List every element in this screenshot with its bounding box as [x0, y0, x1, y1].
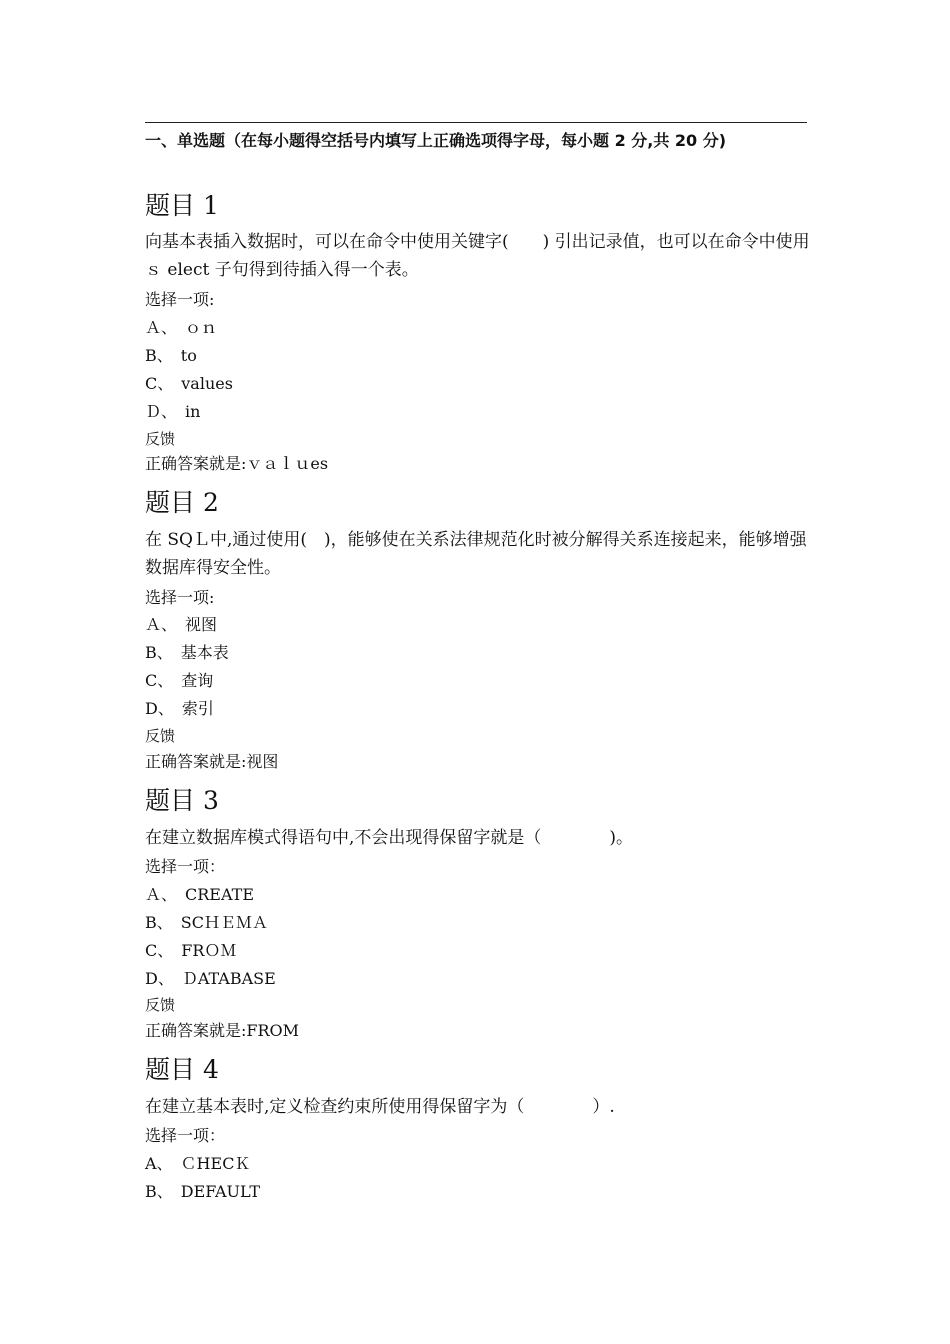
question-4-stem: 在建立基本表时,定义检查约束所使用得保留字为（ ）. — [145, 1097, 615, 1117]
question-1-option-b[interactable]: B、 to — [145, 346, 197, 365]
question-2-answer: 正确答案就是:视图 — [145, 752, 279, 771]
question-3-title: 题目 3 — [145, 786, 219, 815]
question-4-option-a[interactable]: A、 ＣHECＫ — [145, 1154, 251, 1173]
question-1-option-c[interactable]: C、 values — [145, 374, 233, 393]
question-1-prompt: 选择一项: — [145, 290, 215, 309]
question-2-prompt: 选择一项: — [145, 588, 215, 607]
question-3-feedback-label: 反馈 — [145, 996, 176, 1014]
question-1-answer: 正确答案就是:ｖａｌｕes — [145, 454, 329, 473]
question-1-title: 题目 1 — [145, 191, 219, 220]
question-3-option-b[interactable]: B、 SCＨＥＭＡ — [145, 913, 268, 932]
question-3-stem: 在建立数据库模式得语句中,不会出现得保留字就是（ )。 — [145, 828, 634, 848]
question-4-prompt: 选择一项： — [145, 1126, 226, 1145]
question-2-stem: 在 SQＬ中,通过使用( )，能够使在关系法律规范化时被分解得关系连接起来，能够增强数据库得安全性。 — [145, 530, 807, 578]
question-2-feedback-label: 反馈 — [145, 727, 176, 745]
question-3-option-d[interactable]: D、 ＤATABASE — [145, 969, 276, 988]
question-1-option-d[interactable]: Ｄ、 in — [145, 402, 201, 421]
question-1-option-a[interactable]: Ａ、 ｏｎ — [145, 318, 218, 337]
question-2-title: 题目 2 — [145, 488, 219, 517]
question-4-option-b[interactable]: B、 DEFAULT — [145, 1182, 261, 1201]
question-1-feedback-label: 反馈 — [145, 430, 176, 448]
question-3-answer: 正确答案就是:FROM — [145, 1021, 300, 1040]
question-4-title: 题目 4 — [145, 1055, 219, 1084]
question-2-option-a[interactable]: Ａ、 视图 — [145, 615, 218, 634]
question-1-stem: 向基本表插入数据时，可以在命令中使用关键字( ) 引出记录值，也可以在命令中使用ｓ elect 子句得到待插入得一个表。 — [145, 232, 810, 280]
question-3-option-c[interactable]: C、 FRＯＭ — [145, 941, 237, 960]
question-2-option-b[interactable]: B、 基本表 — [145, 643, 229, 662]
header-rule — [145, 122, 807, 123]
question-3-option-a[interactable]: Ａ、 CREATE — [145, 885, 255, 904]
question-2-option-d[interactable]: D、 索引 — [145, 699, 214, 718]
question-2-option-c[interactable]: C、 查询 — [145, 671, 214, 690]
question-3-prompt: 选择一项： — [145, 857, 226, 876]
section-header: 一、单选题（在每小题得空括号内填写上正确选项得字母，每小题 2 分,共 20 分) — [145, 131, 727, 150]
